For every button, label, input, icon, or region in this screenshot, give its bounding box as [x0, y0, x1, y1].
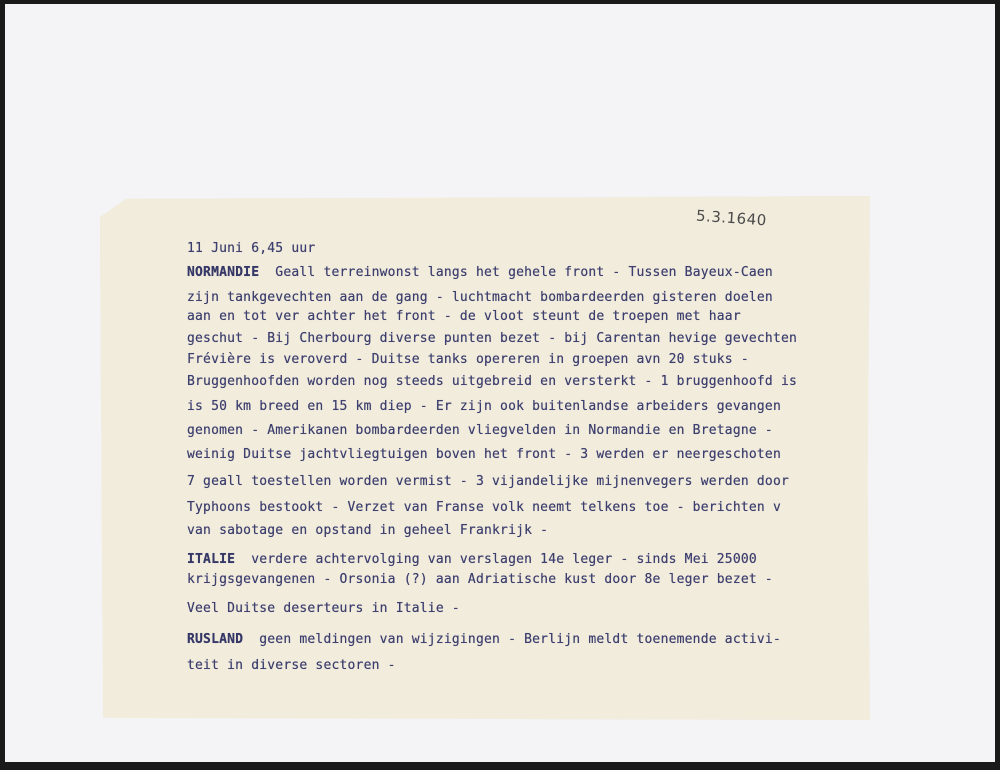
document-line: RUSLAND geen meldingen van wijzigingen - Berlijn meldt toenemende activi- [187, 632, 781, 647]
document-line: teit in diverse sectoren - [187, 658, 396, 673]
document-line: genomen - Amerikanen bombardeerden vliegvelden in Normandie en Bretagne - [187, 423, 773, 438]
dateline: 11 Juni 6,45 uur [187, 241, 316, 256]
document-line: van sabotage en opstand in geheel Frankrijk - [187, 523, 549, 538]
document-line: geschut - Bij Cherbourg diverse punten bezet - bij Carentan hevige gevechten [187, 331, 798, 346]
document-line: aan en tot ver achter het front - de vloot steunt de troepen met haar [187, 309, 741, 324]
document-line: Veel Duitse deserteurs in Italie - [187, 601, 460, 616]
document-line: Typhoons bestookt - Verzet van Franse volk neemt telkens toe - berichten v [187, 500, 781, 515]
document-line: 7 geall toestellen worden vermist - 3 vijandelijke mijnenvegers werden door [187, 474, 789, 489]
document-line: Frévière is veroverd - Duitse tanks opereren in groepen avn 20 stuks - [187, 352, 749, 367]
document-line: weinig Duitse jachtvliegtuigen boven het front - 3 werden er neergeschoten [187, 447, 781, 462]
document-line: zijn tankgevechten aan de gang - luchtmacht bombardeerden gisteren doelen [187, 290, 773, 305]
document-line: Bruggenhoofden worden nog steeds uitgebreid en versterkt - 1 bruggenhoofd is [187, 374, 798, 389]
section-heading-rusland: RUSLAND [187, 632, 244, 647]
document-line: ITALIE verdere achtervolging van verslagen 14e leger - sinds Mei 25000 [187, 552, 757, 567]
document-line: NORMANDIE Geall terreinwonst langs het gehele front - Tussen Bayeux-Caen [187, 265, 773, 280]
document-line: krijgsgevangenen - Orsonia (?) aan Adriatische kust door 8e leger bezet - [187, 572, 773, 587]
section-heading-italie: ITALIE [187, 552, 236, 567]
document-line: is 50 km breed en 15 km diep - Er zijn ook buitenlandse arbeiders gevangen [187, 399, 781, 414]
handwritten-archive-number: 5.3.1640 [695, 206, 768, 230]
section-heading-normandie: NORMANDIE [187, 265, 260, 280]
